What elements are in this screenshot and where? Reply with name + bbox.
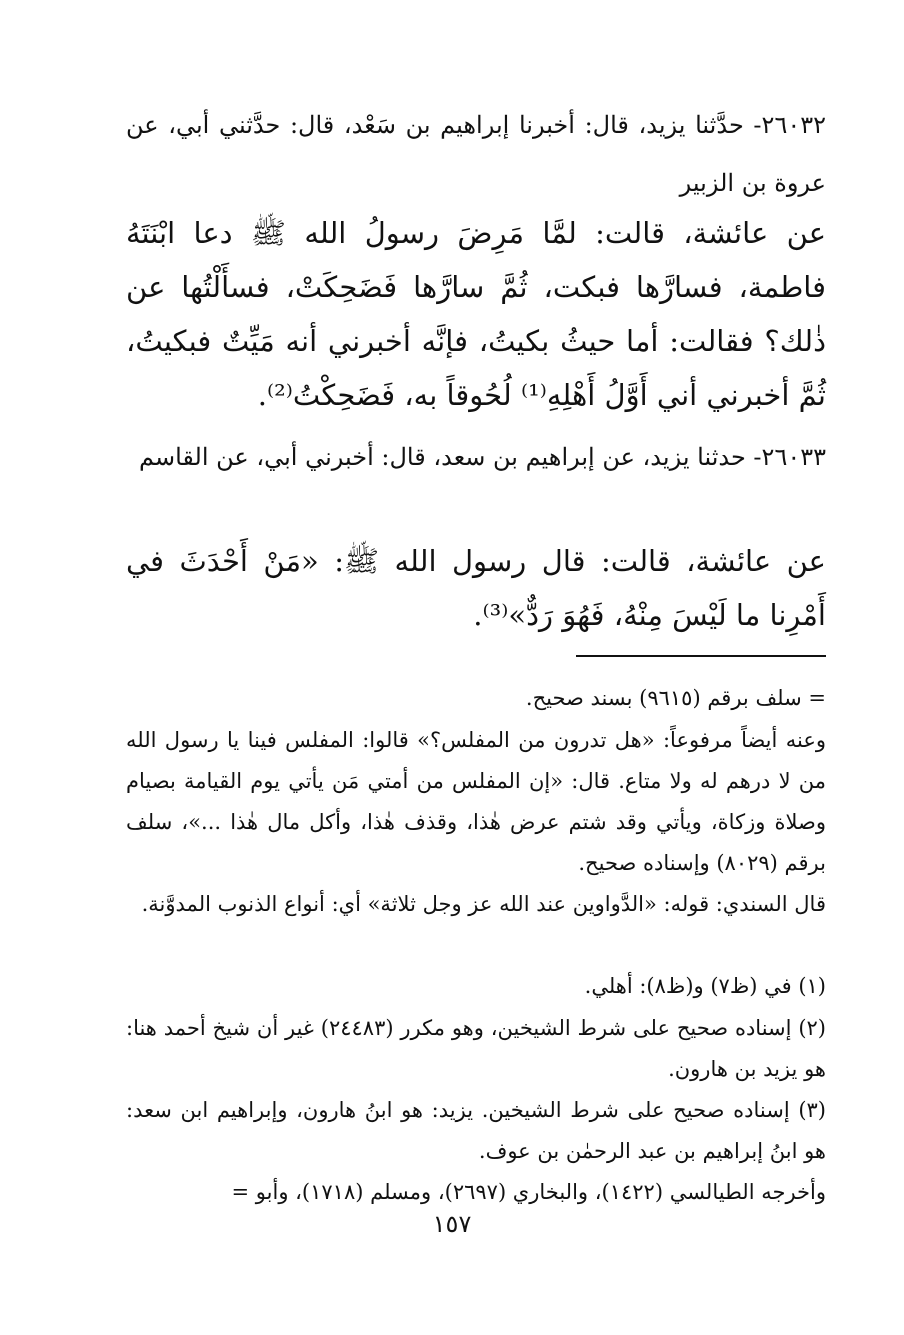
hadith-26033-matn: عن عائشة، قالت: قال رسول الله ﷺ: «مَنْ أَحْدَثَ في أَمْرِنا ما لَيْسَ مِنْهُ، فَهُوَ رَدٌّ»⁽³⁾. xyxy=(126,544,826,632)
hadith-26033-isnad: ٢٦٠٣٣- حدثنا يزيد، عن إبراهيم بن سعد، قال: أخبرني أبي، عن القاسم xyxy=(139,443,826,471)
footnote-divider xyxy=(576,655,826,657)
hadith-26032-isnad: ٢٦٠٣٢- حدَّثنا يزيد، قال: أخبرنا إبراهيم بن سَعْد، قال: حدَّثني أبي، عن عروة بن الزبير xyxy=(126,111,826,197)
footnote-3-continuation: وأخرجه الطيالسي (١٤٢٢)، والبخاري (٢٦٩٧)، ومسلم (١٧١٨)، وأبو = xyxy=(231,1180,826,1204)
footnote-continuation-3: قال السندي: قوله: «الدَّواوين عند الله عز وجل ثلاثة» أي: أنواع الذنوب المدوَّنة. xyxy=(141,892,826,916)
footnote-continuation-1: = سلف برقم (٩٦١٥) بسند صحيح. xyxy=(525,686,826,710)
page-number: ١٥٧ xyxy=(432,1210,472,1238)
hadith-26032-matn: عن عائشة، قالت: لمَّا مَرِضَ رسولُ الله ﷺ دعا ابْنَتَهُ فاطمة، فسارَّها فبكت، ثُمَّ سارَّها فَضَحِكَتْ، فسأَلْتُها عن ذٰلك؟ فقالت: أما حيثُ بكيتُ، فإنَّه أخبرني أنه مَيِّتٌ فبكيتُ، ثُمَّ أخبرني أني أَوَّلُ أَهْلِهِ⁽¹⁾ لُحُوقاً به، فَضَحِكْتُ⁽²⁾. xyxy=(126,216,826,412)
footnote-2: (٢) إسناده صحيح على شرط الشيخين، وهو مكرر (٢٤٤٨٣) غير أن شيخ أحمد هنا: هو يزيد بن هارون. xyxy=(126,1016,826,1081)
footnote-continuation-2: وعنه أيضاً مرفوعاً: «هل تدرون من المفلس؟» قالوا: المفلس فينا يا رسول الله من لا درهم له ولا متاع. قال: «إن المفلس من أمتي مَن يأتي يوم القيامة بصيام وصلاة وزكاة، ويأتي وقد شتم عرض هٰذا، وقذف هٰذا، وأكل مال هٰذا ...»، سلف برقم (٨٠٢٩) وإسناده صحيح. xyxy=(126,728,826,875)
footnote-3: (٣) إسناده صحيح على شرط الشيخين. يزيد: هو ابنُ هارون، وإبراهيم ابن سعد: هو ابنُ إبراهيم بن عبد الرحمٰن بن عوف. xyxy=(126,1098,826,1163)
footnote-1: (١) في (ظ٧) و(ظ٨): أهلي. xyxy=(584,974,826,998)
